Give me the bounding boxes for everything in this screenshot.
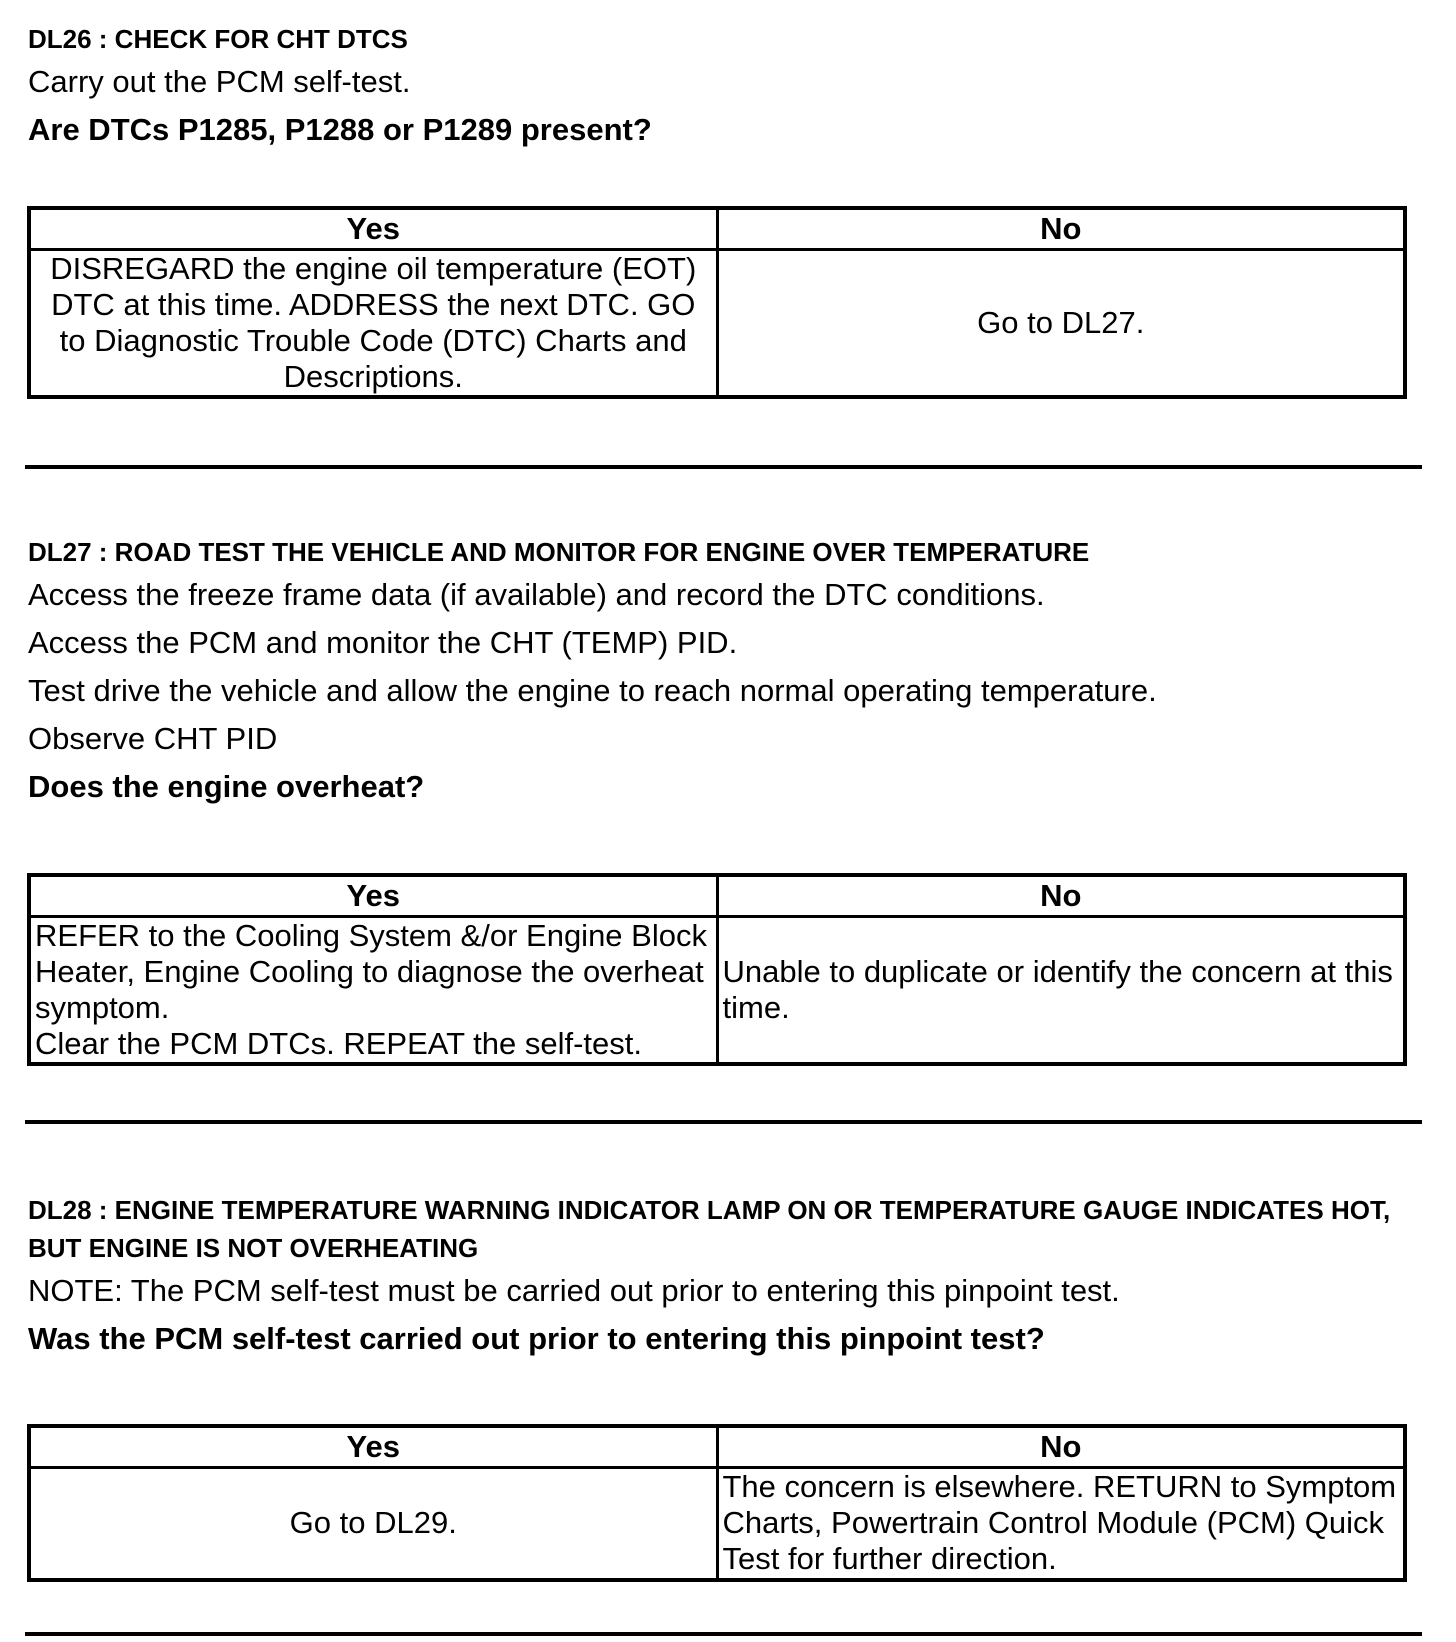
yes-cell-text: REFER to the Cooling System &/or Engine Block Heater, Engine Cooling to diagnose the overheat symptom. <box>35 918 707 1025</box>
answer-table-dl27 <box>27 873 1407 1066</box>
section-heading: DL27 : ROAD TEST THE VEHICLE AND MONITOR FOR ENGINE OVER TEMPERATURE <box>28 537 1090 567</box>
section-question: Are DTCs P1285, P1288 or P1289 present? <box>28 112 652 147</box>
answer-table-dl28 <box>27 1424 1407 1582</box>
no-header: No <box>717 1426 1405 1468</box>
section-dl27 <box>28 533 1418 811</box>
yes-cell: Go to DL29. <box>29 1468 717 1580</box>
answer-table-dl26 <box>27 206 1407 399</box>
yes-cell <box>29 917 717 1065</box>
yes-header: Yes <box>29 208 717 250</box>
instruction-line: Observe CHT PID <box>28 721 278 756</box>
section-heading: DL26 : CHECK FOR CHT DTCS <box>28 24 408 54</box>
instruction-line: Access the PCM and monitor the CHT (TEMP) PID. <box>28 625 738 660</box>
no-header: No <box>717 875 1405 917</box>
yes-cell-text: Clear the PCM DTCs. REPEAT the self-test. <box>35 1026 642 1061</box>
no-cell: The concern is elsewhere. RETURN to Symptom Charts, Powertrain Control Module (PCM) Quick Test for further direction. <box>717 1468 1405 1580</box>
no-cell: Go to DL27. <box>717 250 1405 398</box>
section-divider <box>25 1632 1422 1636</box>
no-header: No <box>717 208 1405 250</box>
section-question: Was the PCM self-test carried out prior to entering this pinpoint test? <box>28 1321 1045 1356</box>
yes-header: Yes <box>29 1426 717 1468</box>
section-question: Does the engine overheat? <box>28 769 425 804</box>
section-divider <box>25 1120 1422 1124</box>
no-cell: Unable to duplicate or identify the concern at this time. <box>717 917 1405 1065</box>
instruction-line: Test drive the vehicle and allow the engine to reach normal operating temperature. <box>28 673 1157 708</box>
instruction-line: Access the freeze frame data (if available) and record the DTC conditions. <box>28 577 1045 612</box>
section-dl28 <box>28 1191 1418 1363</box>
yes-header: Yes <box>29 875 717 917</box>
section-dl26 <box>28 20 1418 154</box>
instruction-line: NOTE: The PCM self-test must be carried out prior to entering this pinpoint test. <box>28 1273 1120 1308</box>
instruction-line: Carry out the PCM self-test. <box>28 64 411 99</box>
section-divider <box>25 465 1422 469</box>
section-heading: DL28 : ENGINE TEMPERATURE WARNING INDICATOR LAMP ON OR TEMPERATURE GAUGE INDICATES HOT, BUT ENGINE IS NOT OVERHEATING <box>28 1195 1391 1263</box>
yes-cell: DISREGARD the engine oil temperature (EOT) DTC at this time. ADDRESS the next DTC. GO to Diagnostic Trouble Code (DTC) Charts and Descriptions. <box>29 250 717 398</box>
